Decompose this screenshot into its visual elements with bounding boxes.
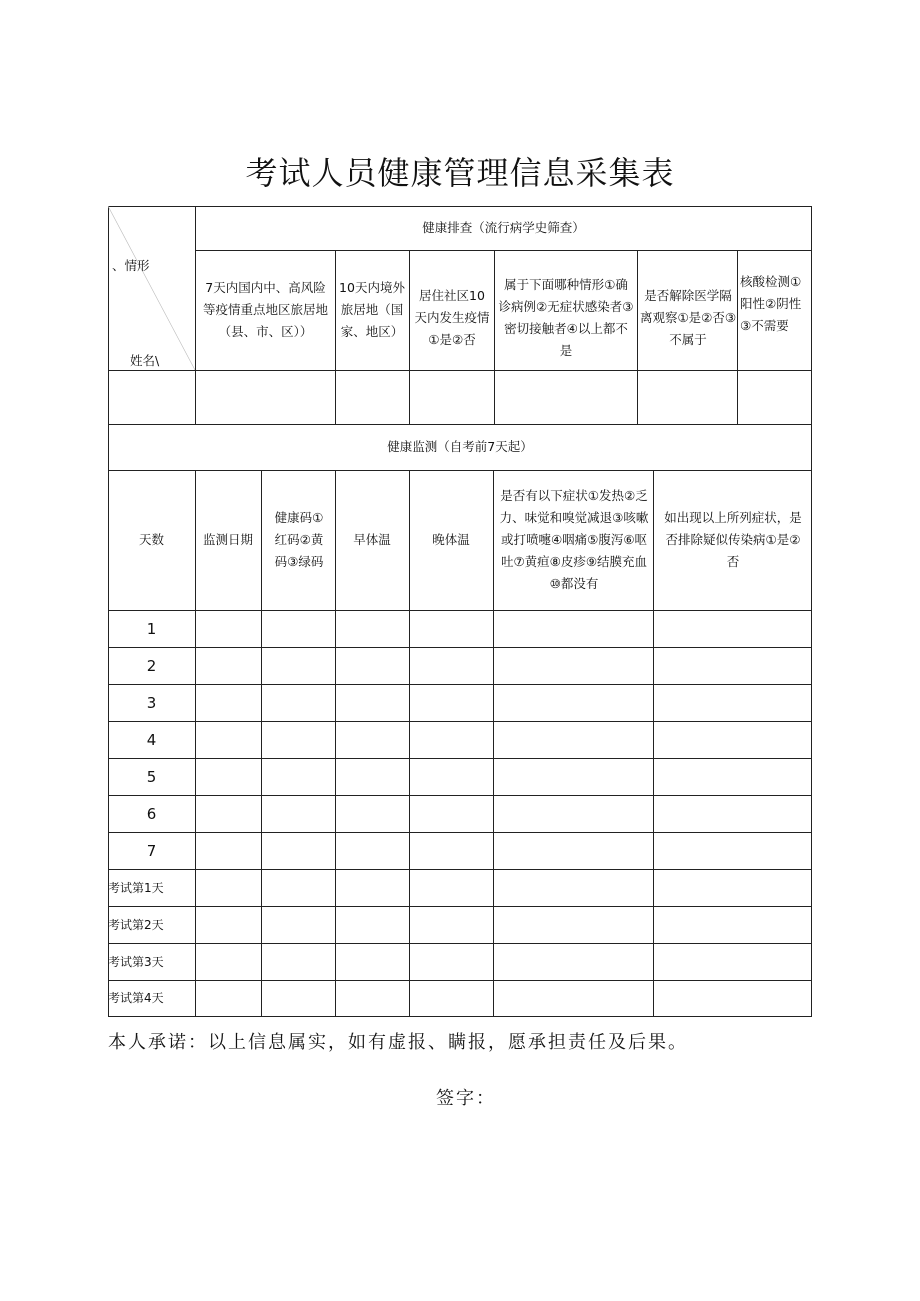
grid-line-h [108,869,812,870]
grid-line-h [108,758,812,759]
grid-line-v [653,470,654,1017]
monitoring-header: 健康监测（自考前7天起） [387,439,533,454]
grid-line-h [108,832,812,833]
screening-header: 健康排查（流行病学史筛查） [422,220,585,235]
grid-line-h [108,906,812,907]
grid-line-h [108,370,812,371]
col-day: 天数 [138,532,164,547]
row-day-label: 考试第3天 [108,954,164,969]
signature-label: 签字： [436,1088,496,1109]
grid-line-h [108,684,812,685]
row-day-label: 5 [146,767,157,786]
col-case-type: 属于下面哪种情形①确诊病例②无症状感染者③密切接触者④以上都不是 [498,277,634,358]
row-day-label: 4 [146,730,157,749]
grid-line-v [493,470,494,1017]
corner-diagonal [108,206,195,370]
row-day-label: 考试第2天 [108,917,164,932]
grid-line-h [108,1016,812,1017]
row-day-label: 2 [146,656,157,675]
grid-line-v [261,470,262,1017]
col-health-code: 健康码①红码②黄码③绿码 [274,510,324,569]
row-day-label: 7 [146,841,157,860]
page-title: 考试人员健康管理信息采集表 [245,154,675,192]
col-exclude-disease: 如出现以上所列症状，是否排除疑似传染病①是②否 [664,510,802,569]
corner-label-situation: 、情形 [112,258,150,273]
col-overseas-travel: 10天内境外旅居地（国家、地区） [339,280,405,339]
row-day-label: 3 [146,693,157,712]
col-symptoms: 是否有以下症状①发热②乏力、味觉和嗅觉减退③咳嗽或打喷嚏④咽痛⑤腹泻⑥呕吐⑦黄疸⑧皮疹⑨结膜充血⑩都没有 [499,488,649,591]
row-day-label: 考试第4天 [108,991,164,1005]
col-morning-temp: 早体温 [353,532,391,547]
col-community-outbreak: 居住社区10天内发生疫情①是②否 [414,288,490,347]
row-day-label: 6 [146,804,157,823]
row-day-label: 1 [146,619,157,638]
grid-line-h [108,610,812,611]
col-nucleic-test: 核酸检测①阳性②阴性③不需要 [740,274,802,333]
col-date: 监测日期 [202,532,253,547]
grid-line-h [108,795,812,796]
grid-line-h [108,721,812,722]
col-evening-temp: 晚体温 [432,532,470,547]
col-quarantine: 是否解除医学隔离观察①是②否③不属于 [639,288,737,347]
row-day-label: 考试第1天 [108,880,164,895]
corner-label-name: 姓名\ [130,353,160,368]
grid-line-h [108,943,812,944]
grid-line-h [108,647,812,648]
grid-line-h [108,980,812,981]
col-domestic-travel: 7天内国内中、高风险等疫情重点地区旅居地（县、市、区）） [202,280,328,339]
promise-statement: 本人承诺：以上信息属实，如有虚报、瞒报，愿承担责任及后果。 [108,1032,688,1053]
grid-line-v [811,206,812,1017]
